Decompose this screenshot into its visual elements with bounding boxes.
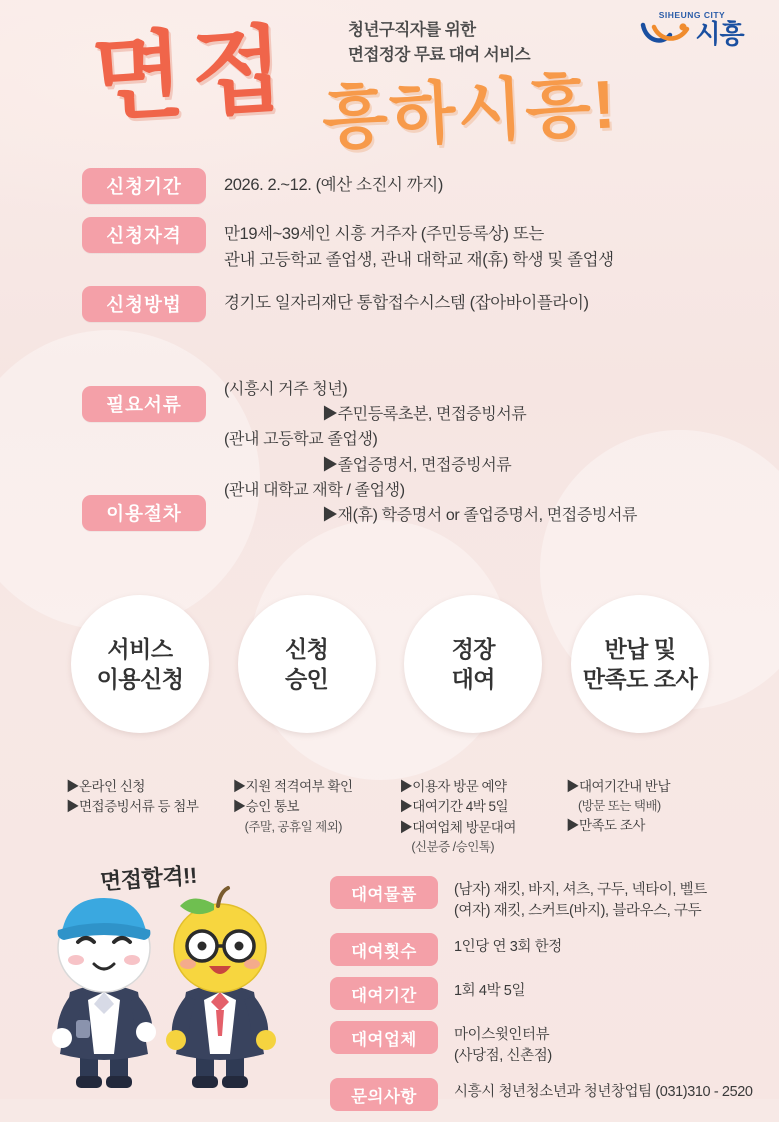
logo-swoosh-icon: [640, 21, 692, 47]
info-value-how-to-apply: [224, 286, 589, 317]
rental-line: (여자) 재킷, 스커트(바지), 블라우스, 구두: [454, 903, 702, 920]
step-detail-item: ▶대여업체 방문대여: [399, 819, 516, 835]
step-circle-2: [238, 595, 376, 733]
siheung-city-logo: [627, 10, 757, 47]
logo-city-kr: 시흥: [695, 19, 744, 49]
info-row: [82, 286, 702, 322]
step-detail-item: ▶대여기간내 반납: [565, 779, 671, 794]
step-detail-item: ▶승인 통보: [232, 799, 300, 815]
rental-tag-contact: 문의사항: [330, 1078, 438, 1111]
step-detail-item: ▶대여기간 4박 5일: [399, 799, 509, 815]
step-title-line1: 반납 및: [604, 635, 676, 662]
rental-tag-duration: 대여기간: [330, 977, 438, 1010]
step-title-line1: 서비스: [107, 635, 173, 662]
step-title-line2: 이용신청: [96, 666, 184, 692]
step-circle-1: [71, 595, 209, 733]
rental-tag-vendor: 대여업체: [330, 1021, 438, 1054]
info-tag-required-documents: 필요서류: [82, 386, 206, 422]
rental-row: [330, 977, 770, 1010]
documents-lines: [224, 378, 722, 527]
documents-line: ▶졸업증명서, 면접증빙서류: [322, 456, 512, 474]
rental-tag-count: 대여횟수: [330, 933, 438, 966]
rental-tag-items: 대여물품: [330, 876, 438, 909]
rental-row: [330, 1021, 770, 1067]
info-line: 관내 고등학교 졸업생, 관내 대학교 재(휴) 학생 및 졸업생: [224, 250, 614, 269]
info-row: [82, 168, 702, 204]
header-subtitle-line2: 면접정장 무료 대여 서비스: [348, 45, 531, 64]
rental-value-contact: [454, 1078, 753, 1103]
step-detail-item: ▶만족도 조사: [565, 818, 645, 833]
logo-city-en: SIHEUNG CITY: [658, 10, 726, 20]
process-step: [227, 595, 387, 857]
rental-value-items: [454, 876, 707, 922]
rental-value-count: [454, 933, 562, 958]
info-tag-how-to-apply: 신청방법: [82, 286, 206, 322]
step-detail-item: ▶지원 적격여부 확인: [232, 779, 353, 794]
info-line: 경기도 일자리재단 통합접수시스템 (잡아바이플라이): [224, 294, 589, 313]
rental-line: 시흥시 청년청소년과 청년창업팀 (031)310 - 2520: [454, 1084, 753, 1101]
documents-line: ▶주민등록초본, 면접증빙서류: [322, 406, 527, 424]
rental-line: (사당점, 신촌점): [454, 1048, 552, 1065]
rental-line: 1회 4박 5일: [454, 983, 526, 1000]
step-detail-list: [393, 777, 553, 857]
rental-details-section: [330, 876, 770, 1122]
process-step: [560, 595, 720, 857]
page-title-accent: 흥하시흥!: [320, 66, 620, 158]
documents-line: (시흥시 거주 청년): [224, 381, 348, 398]
step-detail-subitem: (주말, 공휴일 제외): [244, 819, 342, 834]
rental-row: [330, 876, 770, 922]
step-detail-list: [227, 777, 387, 836]
rental-row: [330, 933, 770, 966]
info-line: 만19세~39세인 시흥 거주자 (주민등록상) 또는: [224, 225, 544, 243]
step-title-line2: 만족도 조사: [582, 666, 698, 692]
process-steps: [60, 595, 720, 857]
rental-row: [330, 1078, 770, 1111]
step-detail-subitem: (신분증 /승인톡): [411, 839, 495, 854]
rental-line: (남자) 재킷, 바지, 셔츠, 구두, 넥타이, 벨트: [454, 882, 707, 898]
documents-line: ▶재(휴) 학증명서 or 졸업증명서, 면접증빙서류: [322, 506, 638, 524]
step-detail-list: [60, 777, 220, 818]
step-title-line2: 대여: [451, 666, 496, 692]
documents-line: (관내 대학교 재학 / 졸업생): [224, 481, 405, 499]
rental-value-vendor: [454, 1021, 552, 1067]
page-title-main: 면접: [89, 16, 295, 134]
documents-line: (관내 고등학교 졸업생): [224, 431, 378, 449]
process-step: [60, 595, 220, 857]
info-value-period: [224, 168, 443, 199]
step-circle-3: [404, 595, 542, 733]
mascot-right: [166, 888, 276, 1088]
info-row: [82, 217, 702, 273]
rental-line: 1인당 연 3회 한정: [454, 939, 562, 956]
step-circle-4: [571, 595, 709, 733]
header-subtitle: [348, 18, 530, 68]
process-step: [393, 595, 553, 857]
step-detail-subitem: (방문 또는 택배): [577, 799, 661, 814]
step-title-line1: 정장: [451, 635, 496, 662]
info-tag-eligibility: 신청자격: [82, 217, 206, 253]
documents-section: [82, 378, 722, 529]
step-title-line1: 신청: [284, 635, 329, 662]
pass-exclamation-text: 면접합격!!: [99, 862, 198, 895]
rental-value-duration: [454, 977, 525, 1002]
step-detail-list: [560, 777, 720, 836]
header-subtitle-line1: 청년구직자를 위한: [348, 21, 476, 39]
info-value-eligibility: [224, 217, 614, 273]
info-tag-procedure: 이용절차: [82, 495, 206, 531]
info-line: 2026. 2.~12. (예산 소진시 까지): [224, 176, 443, 194]
info-tag-period: 신청기간: [82, 168, 206, 204]
mascot-left: [52, 898, 156, 1088]
step-detail-item: ▶온라인 신청: [66, 779, 145, 794]
step-detail-item: ▶면접증빙서류 등 첨부: [66, 799, 199, 815]
mascot-characters: [18, 880, 318, 1095]
step-title-line2: 승인: [284, 666, 329, 692]
step-detail-item: ▶이용자 방문 예약: [399, 779, 507, 794]
info-section: [82, 168, 702, 335]
rental-line: 마이스윗인터뷰: [454, 1027, 550, 1044]
